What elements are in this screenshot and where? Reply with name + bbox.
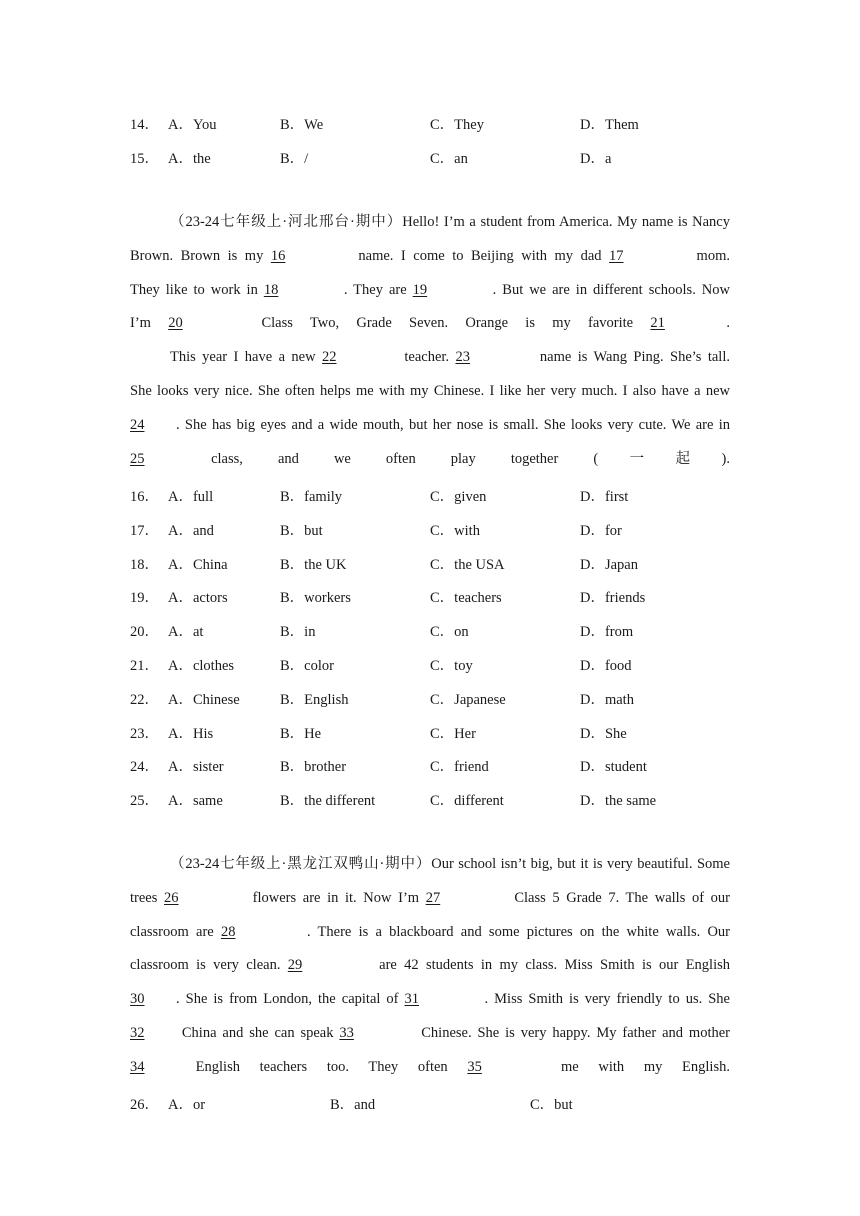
option-d: D．from bbox=[580, 624, 634, 641]
passage-text: name is Wang Ping. She’s tall. bbox=[533, 349, 730, 366]
passage-line bbox=[130, 916, 730, 950]
passage-text: Class Two, Grade Seven. Orange is my favorite bbox=[244, 315, 651, 332]
passage-line bbox=[130, 341, 730, 375]
passage-line bbox=[130, 949, 730, 983]
passage-line bbox=[130, 206, 730, 240]
option-d: D．the same bbox=[580, 793, 657, 810]
passage-text: trees bbox=[130, 889, 165, 906]
blank-33: 33 bbox=[339, 1024, 354, 1041]
option-c: C．different bbox=[430, 793, 504, 810]
blank-30: 30 bbox=[130, 991, 145, 1008]
option-a: A．at bbox=[168, 624, 204, 641]
option-d: D．student bbox=[580, 759, 647, 776]
passage-text: class, and we often play together (一起). bbox=[176, 450, 730, 467]
option-c: C．toy bbox=[430, 658, 473, 674]
passage-text: Chinese. She is very happy. My father and mother bbox=[415, 1024, 730, 1041]
question-22 bbox=[130, 688, 750, 708]
passage-text: teacher. bbox=[397, 349, 456, 366]
passage-text: mom. bbox=[689, 247, 730, 264]
option-b: B．We bbox=[280, 117, 324, 133]
blank-17: 17 bbox=[609, 247, 624, 264]
blank-24: 24 bbox=[130, 416, 145, 433]
question-number: 26． bbox=[130, 1097, 159, 1113]
question-17 bbox=[130, 519, 750, 539]
question-number: 20． bbox=[130, 624, 159, 641]
option-b: B．the different bbox=[280, 793, 376, 810]
passage-text: . But we are in different schools. Now bbox=[492, 281, 730, 298]
cloze-passage-2 bbox=[130, 848, 730, 1085]
question-25 bbox=[130, 789, 750, 809]
passage-text: Brown. Brown is my bbox=[130, 247, 271, 264]
option-d: D．first bbox=[580, 489, 629, 505]
option-b: B．family bbox=[280, 489, 343, 505]
option-a: A．or bbox=[168, 1097, 206, 1113]
option-b: B．but bbox=[280, 522, 323, 539]
option-d: D．friends bbox=[580, 590, 646, 607]
option-c: C．given bbox=[430, 489, 487, 505]
question-number: 15． bbox=[130, 151, 159, 167]
blank-25: 25 bbox=[130, 450, 145, 467]
blank-20: 20 bbox=[168, 315, 183, 332]
question-number: 18． bbox=[130, 556, 159, 573]
passage-text: classroom is very clean. bbox=[130, 957, 288, 974]
passage-line bbox=[130, 409, 730, 443]
option-c: C．but bbox=[530, 1097, 573, 1113]
option-a: A．the bbox=[168, 151, 211, 167]
passage-text: English teachers too. They often bbox=[176, 1058, 468, 1075]
option-a: A．Chinese bbox=[168, 691, 240, 708]
option-b: B．/ bbox=[280, 151, 309, 167]
option-d: D．food bbox=[580, 658, 632, 674]
blank-23: 23 bbox=[455, 349, 470, 366]
option-a: A．and bbox=[168, 522, 214, 539]
passage-line bbox=[130, 1051, 730, 1085]
cloze-passage-1 bbox=[130, 206, 730, 476]
option-c: C．They bbox=[430, 117, 484, 133]
question-number: 16． bbox=[130, 489, 159, 505]
passage-text: I’m bbox=[130, 315, 169, 332]
blank-21: 21 bbox=[650, 315, 665, 332]
option-d: D．Japan bbox=[580, 556, 638, 573]
passage-line bbox=[130, 848, 730, 882]
passage-text: . She has big eyes and a wide mouth, but her nose is small. She looks very cute. We are in bbox=[176, 416, 730, 433]
passage-text: classroom are bbox=[130, 923, 221, 940]
option-d: D．She bbox=[580, 725, 627, 742]
passage-text: . bbox=[726, 315, 730, 332]
option-d: D．a bbox=[580, 151, 612, 167]
blank-22: 22 bbox=[321, 349, 337, 366]
blank-35: 35 bbox=[467, 1058, 482, 1075]
question-18 bbox=[130, 553, 750, 573]
source-tag: （23-24七年级上·黑龙江双鸭山·期中） bbox=[170, 856, 432, 872]
question-16 bbox=[130, 485, 750, 505]
question-20 bbox=[130, 620, 750, 640]
question-number: 24． bbox=[130, 759, 159, 776]
passage-text: China and she can speak bbox=[176, 1024, 340, 1041]
passage-text: She looks very nice. She often helps me with my Chinese. I like her very much. I also have a new bbox=[130, 382, 730, 399]
passage-text: flowers are in it. Now I’m bbox=[246, 889, 426, 906]
blank-18: 18 bbox=[263, 281, 279, 298]
passage-text: . They are bbox=[343, 281, 413, 298]
option-a: A．full bbox=[168, 489, 214, 505]
passage-text: are 42 students in my class. Miss Smith is our English bbox=[371, 957, 730, 974]
option-c: C．the USA bbox=[430, 556, 505, 573]
option-a: A．clothes bbox=[168, 658, 235, 674]
option-a: A．actors bbox=[168, 590, 228, 607]
passage-line bbox=[130, 882, 730, 916]
question-number: 19． bbox=[130, 590, 159, 607]
question-number: 14． bbox=[130, 117, 159, 133]
option-b: B．He bbox=[280, 725, 322, 742]
option-b: B．and bbox=[330, 1097, 376, 1113]
passage-line bbox=[130, 274, 730, 308]
option-d: D．Them bbox=[580, 117, 639, 133]
option-b: B．in bbox=[280, 624, 316, 641]
option-d: D．math bbox=[580, 691, 634, 708]
option-b: B．workers bbox=[280, 590, 351, 607]
option-a: A．His bbox=[168, 725, 214, 742]
question-number: 17． bbox=[130, 522, 159, 539]
option-a: A．same bbox=[168, 793, 223, 810]
blank-16: 16 bbox=[270, 247, 286, 264]
blank-26: 26 bbox=[164, 889, 179, 906]
passage-line bbox=[130, 240, 730, 274]
question-number: 21． bbox=[130, 658, 159, 674]
passage-line bbox=[130, 375, 730, 409]
passage-text: Our school isn’t big, but it is very beautiful. Some bbox=[431, 856, 730, 872]
question-14 bbox=[130, 113, 750, 133]
source-tag: （23-24七年级上·河北邢台·期中） bbox=[170, 214, 403, 230]
option-a: A．sister bbox=[168, 759, 224, 776]
blank-19: 19 bbox=[412, 281, 428, 298]
option-c: C．Japanese bbox=[430, 691, 506, 708]
blank-34: 34 bbox=[130, 1058, 145, 1075]
question-23 bbox=[130, 722, 750, 742]
option-d: D．for bbox=[580, 522, 622, 539]
blank-31: 31 bbox=[404, 991, 420, 1008]
passage-text: me with my English. bbox=[541, 1058, 730, 1075]
option-b: B．brother bbox=[280, 759, 347, 776]
question-number: 22． bbox=[130, 691, 159, 708]
question-24 bbox=[130, 755, 750, 775]
option-c: C．with bbox=[430, 522, 480, 539]
option-c: C．on bbox=[430, 624, 469, 641]
passage-text: . She is from London, the capital of bbox=[176, 991, 405, 1008]
option-c: C．teachers bbox=[430, 590, 502, 607]
option-b: B．color bbox=[280, 658, 334, 674]
passage-text: . There is a blackboard and some pictures on the white walls. Our bbox=[306, 923, 730, 940]
passage-text: Class 5 Grade 7. The walls of our bbox=[507, 889, 731, 906]
blank-32: 32 bbox=[130, 1024, 145, 1041]
question-number: 25． bbox=[130, 793, 159, 810]
passage-line bbox=[130, 1017, 730, 1051]
question-19 bbox=[130, 586, 750, 606]
passage-line bbox=[130, 443, 730, 477]
question-number: 23． bbox=[130, 725, 159, 742]
option-c: C．Her bbox=[430, 725, 476, 742]
blank-28: 28 bbox=[220, 923, 236, 940]
passage-text: Hello! I’m a student from America. My name is Nancy bbox=[402, 214, 730, 230]
question-21 bbox=[130, 654, 750, 674]
passage-line bbox=[130, 983, 730, 1017]
passage-text: name. I come to Beijing with my dad bbox=[350, 247, 610, 264]
blank-29: 29 bbox=[287, 957, 303, 974]
passage-text: . Miss Smith is very friendly to us. She bbox=[484, 991, 730, 1008]
question-15 bbox=[130, 147, 750, 167]
option-a: A．China bbox=[168, 556, 228, 573]
passage-line bbox=[130, 307, 730, 341]
option-a: A．You bbox=[168, 117, 217, 133]
passage-text: They like to work in bbox=[130, 281, 264, 298]
option-b: B．the UK bbox=[280, 556, 347, 573]
option-c: C．friend bbox=[430, 759, 489, 776]
question-26 bbox=[130, 1093, 750, 1113]
passage-text: This year I have a new bbox=[170, 349, 322, 366]
option-c: C．an bbox=[430, 151, 468, 167]
option-b: B．English bbox=[280, 691, 349, 708]
blank-27: 27 bbox=[425, 889, 441, 906]
